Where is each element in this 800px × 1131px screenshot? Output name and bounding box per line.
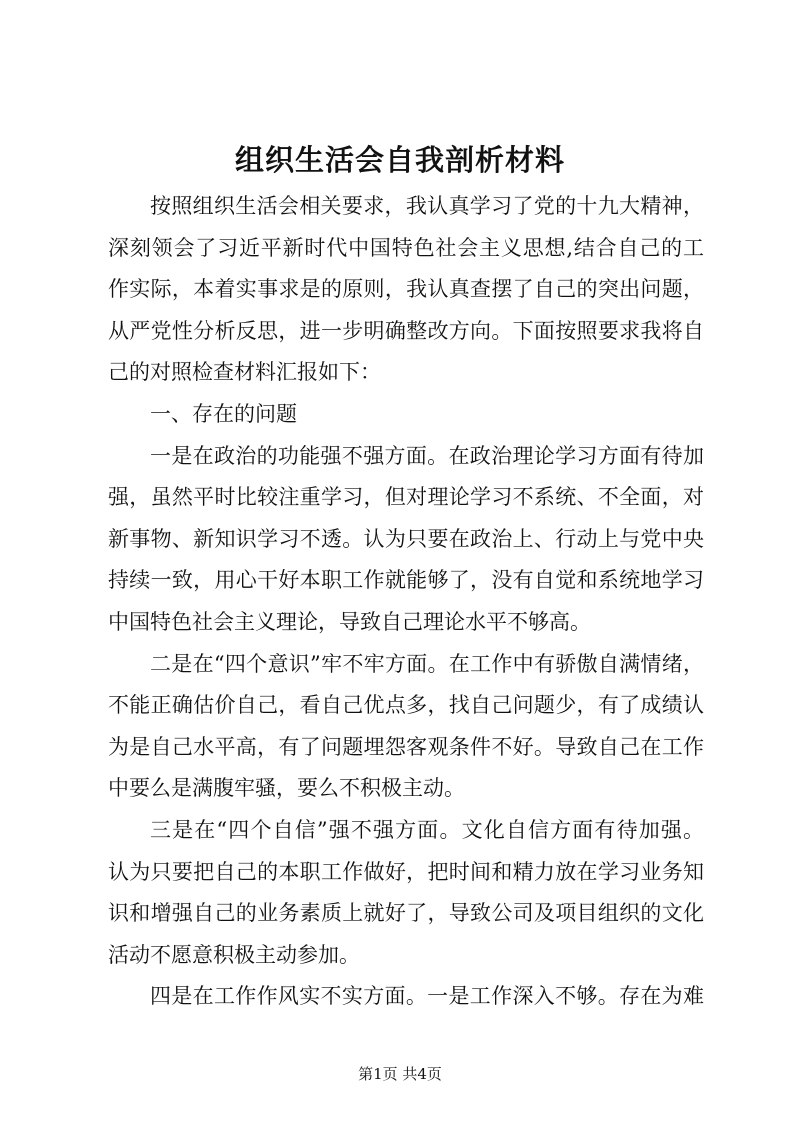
body-line: 按照组织生活会相关要求，我认真学习了党的十九大精神， bbox=[150, 194, 704, 218]
page-footer bbox=[0, 1063, 800, 1085]
body-line: 一是在政治的功能强不强方面。在政治理论学习方面有待加 bbox=[150, 443, 704, 468]
body-line: 不能正确估价自己，看自己优点多，找自己问题少，有了成绩认 bbox=[108, 693, 704, 718]
body-line: 三是在“四个自信”强不强方面。文化自信方面有待加强。 bbox=[150, 817, 704, 842]
body-line: 新事物、新知识学习不透。认为只要在政治上、行动上与党中央 bbox=[108, 526, 704, 551]
body-line: 为是自己水平高，有了问题埋怨客观条件不好。导致自己在工作 bbox=[108, 734, 704, 759]
body-line: 活动不愿意积极主动参加。 bbox=[108, 942, 360, 967]
page-indicator: 第1页 共4页 bbox=[358, 1065, 442, 1083]
body-line: 二是在“四个意识”牢不牢方面。在工作中有骄傲自满情绪， bbox=[150, 651, 704, 676]
body-line: 认为只要把自己的本职工作做好，把时间和精力放在学习业务知 bbox=[108, 859, 704, 884]
body-line: 从严党性分析反思，进一步明确整改方向。下面按照要求我将自 bbox=[108, 318, 704, 343]
body-line: 中国特色社会主义理论，导致自己理论水平不够高。 bbox=[108, 609, 591, 634]
document-title: 组织生活会自我剖析材料 bbox=[234, 143, 565, 177]
document-body bbox=[108, 186, 704, 1018]
body-line: 强，虽然平时比较注重学习，但对理论学习不系统、不全面，对 bbox=[108, 485, 704, 510]
body-line: 深刻领会了习近平新时代中国特色社会主义思想,结合自己的工 bbox=[108, 235, 704, 260]
body-line: 作实际，本着实事求是的原则，我认真查摆了自己的突出问题， bbox=[108, 277, 704, 302]
body-line: 识和增强自己的业务素质上就好了，导致公司及项目组织的文化 bbox=[108, 901, 704, 926]
section-heading: 一、存在的问题 bbox=[150, 401, 297, 426]
body-line: 己的对照检查材料汇报如下： bbox=[108, 360, 381, 385]
body-line: 中要么是满腹牢骚，要么不积极主动。 bbox=[108, 776, 465, 801]
body-line: 持续一致，用心干好本职工作就能够了，没有自觉和系统地学习 bbox=[108, 568, 704, 593]
body-line: 四是在工作作风实不实方面。一是工作深入不够。存在为难 bbox=[150, 984, 704, 1009]
